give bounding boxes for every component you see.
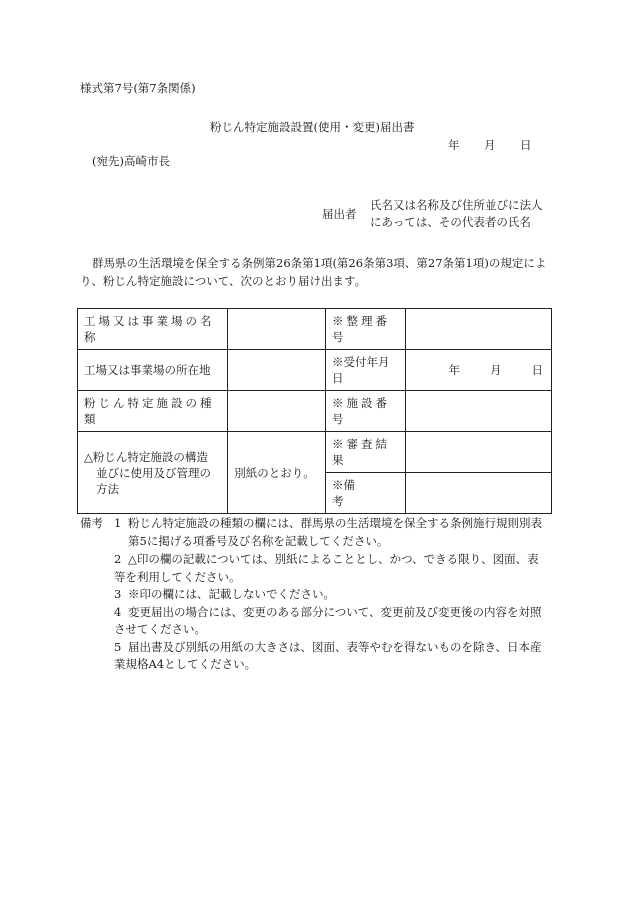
notes-section [80,515,560,674]
notifier-label: 届出者 [322,207,357,221]
note-5: 5 届出書及び別紙の用紙の大きさは、図面、表等やむを得ないものを除き、日本産 業規格A4としてください。 [114,639,542,671]
received-date-field [405,350,551,391]
note-2: 2 △印の欄の記載については、別紙によることとし、かつ、できる限り、図面、表 等を利用してください。 [114,552,539,584]
intro-line-2: り、粉じん特定施設について、次のとおり届け出ます。 [80,274,367,288]
facility-type-field[interactable] [228,391,326,432]
facility-number-label: ※施設番号 [326,391,406,432]
date-day: 日 [520,138,532,152]
review-result-label: ※審査結果 [326,432,406,473]
facility-number-field [405,391,551,432]
date-month: 月 [484,138,496,152]
document-title: 粉じん特定施設設置(使用・変更)届出書 [210,120,415,134]
notes-heading: 備考 [80,516,103,530]
ref-number-label: ※整理番号 [326,309,406,350]
received-month: 月 [490,363,502,377]
note-3: 3 ※印の欄には、記載しないでください。 [114,587,335,601]
notifier-description [370,197,570,231]
factory-name-label: 工場又は事業場の名称 [78,309,228,350]
notifier-line-2: にあっては、その代表者の氏名 [370,215,531,229]
addressee: (宛先)高崎市長 [92,154,170,168]
date-year: 年 [448,138,460,152]
notification-table [77,308,552,514]
received-day: 日 [531,363,543,377]
structure-label [78,432,228,514]
submission-date [448,137,532,153]
structure-field: 別紙のとおり。 [228,432,326,514]
note-4: 4 変更届出の場合には、変更のある部分について、変更前及び変更後の内容を対照 させてください。 [114,604,542,636]
structure-label-line-1: △粉じん特定施設の構造 [84,449,208,464]
received-date-label: ※受付年月日 [326,350,406,391]
factory-name-field[interactable] [228,309,326,350]
notifier-line-1: 氏名又は名称及び住所並びに法人 [370,198,543,212]
received-year: 年 [448,363,460,377]
factory-location-label: 工場又は事業場の所在地 [78,350,228,391]
review-result-field [405,432,551,473]
structure-label-line-2: 並びに使用及び管理の [96,465,211,480]
structure-label-line-3: 方法 [96,481,119,496]
form-number: 様式第7号(第7条関係) [80,81,196,95]
factory-location-field[interactable] [228,350,326,391]
intro-line-1: 群馬県の生活環境を保全する条例第26条第1項(第26条第3項、第27条第1項)の規定によ [92,256,547,270]
ref-number-field [405,309,551,350]
note-1: 1 粉じん特定施設の種類の欄には、群馬県の生活環境を保全する条例施行規則別表 第5に掲げる項番号及び名称を記載してください。 [114,516,542,548]
remarks-label: ※備考 [326,473,406,514]
facility-type-label: 粉じん特定施設の種類 [78,391,228,432]
intro-paragraph [80,254,555,290]
remarks-field [405,473,551,514]
